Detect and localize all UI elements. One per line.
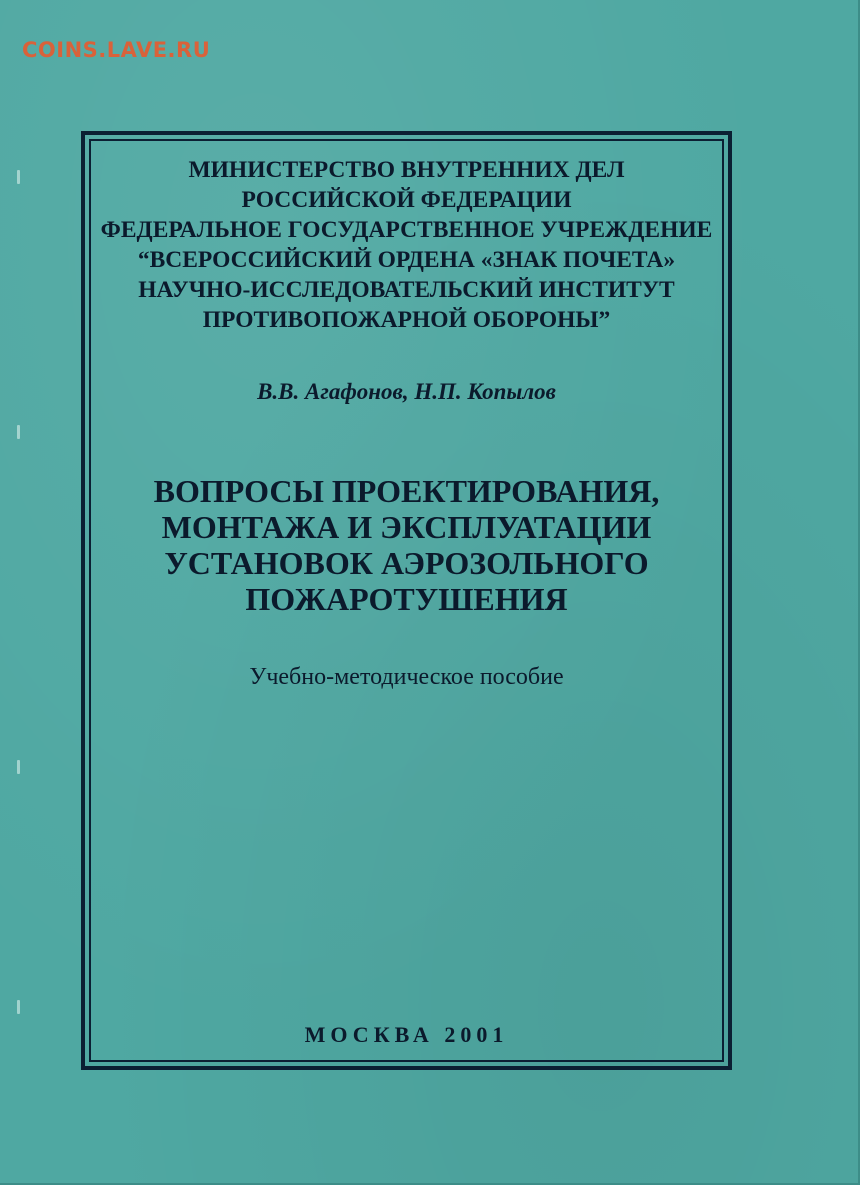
staple-hole-mark — [17, 170, 20, 184]
authors: В.В. Агафонов, Н.П. Копылов — [257, 379, 556, 404]
title-line: ПОЖАРОТУШЕНИЯ — [245, 581, 568, 617]
staple-hole-mark — [17, 760, 20, 774]
title-line: ВОПРОСЫ ПРОЕКТИРОВАНИЯ, — [153, 473, 660, 509]
organization-line: НАУЧНО-ИССЛЕДОВАТЕЛЬСКИЙ ИНСТИТУТ — [138, 277, 675, 303]
organization-line: ПРОТИВОПОЖАРНОЙ ОБОРОНЫ” — [202, 307, 611, 333]
staple-hole-mark — [17, 425, 20, 439]
staple-hole-mark — [17, 1000, 20, 1014]
title-line: УСТАНОВОК АЭРОЗОЛЬНОГО — [164, 545, 649, 581]
watermark-text: COINS.LAVE.RU — [22, 38, 211, 62]
organization-line: ФЕДЕРАЛЬНОЕ ГОСУДАРСТВЕННОЕ УЧРЕЖДЕНИЕ — [100, 217, 713, 243]
title-line: МОНТАЖА И ЭКСПЛУАТАЦИИ — [161, 509, 652, 545]
book-subtitle: Учебно-методическое пособие — [249, 664, 564, 690]
organization-block — [89, 155, 724, 335]
book-title — [89, 473, 724, 617]
city-year: МОСКВА 2001 — [304, 1022, 509, 1047]
organization-line: “ВСЕРОССИЙСКИЙ ОРДЕНА «ЗНАК ПОЧЕТА» — [137, 247, 676, 273]
organization-line: МИНИСТЕРСТВО ВНУТРЕННИХ ДЕЛ — [188, 157, 625, 183]
organization-line: РОССИЙСКОЙ ФЕДЕРАЦИИ — [241, 187, 572, 213]
